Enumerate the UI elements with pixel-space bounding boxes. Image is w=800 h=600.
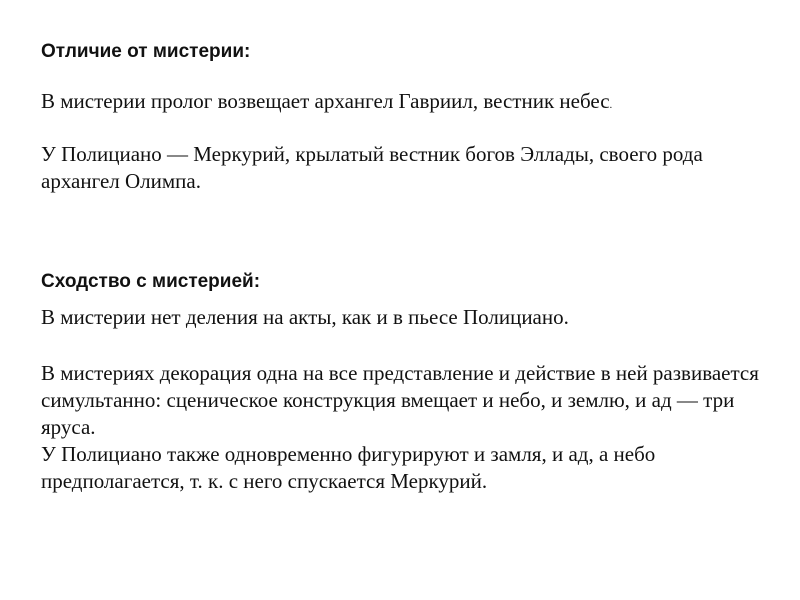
difference-paragraph-1-trailing-dot: . — [609, 100, 613, 111]
similarity-heading: Сходство с мистерией: — [41, 271, 261, 292]
similarity-paragraph-3: У Полициано также одновременно фигурируют и замля, и ад, а небо предполагается, т. к. с него спускается Меркурий. — [41, 442, 656, 493]
difference-paragraph-2: У Полициано — Меркурий, крылатый вестник богов Эллады, своего рода архангел Олимпа. — [41, 142, 703, 193]
similarity-paragraph-2: В мистериях декорация одна на все представление и действие в ней развивается симультанно: сценическое конструкция вмещает и небо, и землю, и ад — три яруса. — [41, 361, 759, 439]
difference-paragraph-1-text: В мистерии пролог возвещает архангел Гавриил, вестник небес — [41, 89, 610, 113]
similarity-paragraph-1: В мистерии нет деления на акты, как и в пьесе Полициано. — [41, 305, 569, 329]
difference-heading: Отличие от мистерии: — [41, 41, 251, 62]
difference-paragraph-1 — [41, 88, 761, 119]
